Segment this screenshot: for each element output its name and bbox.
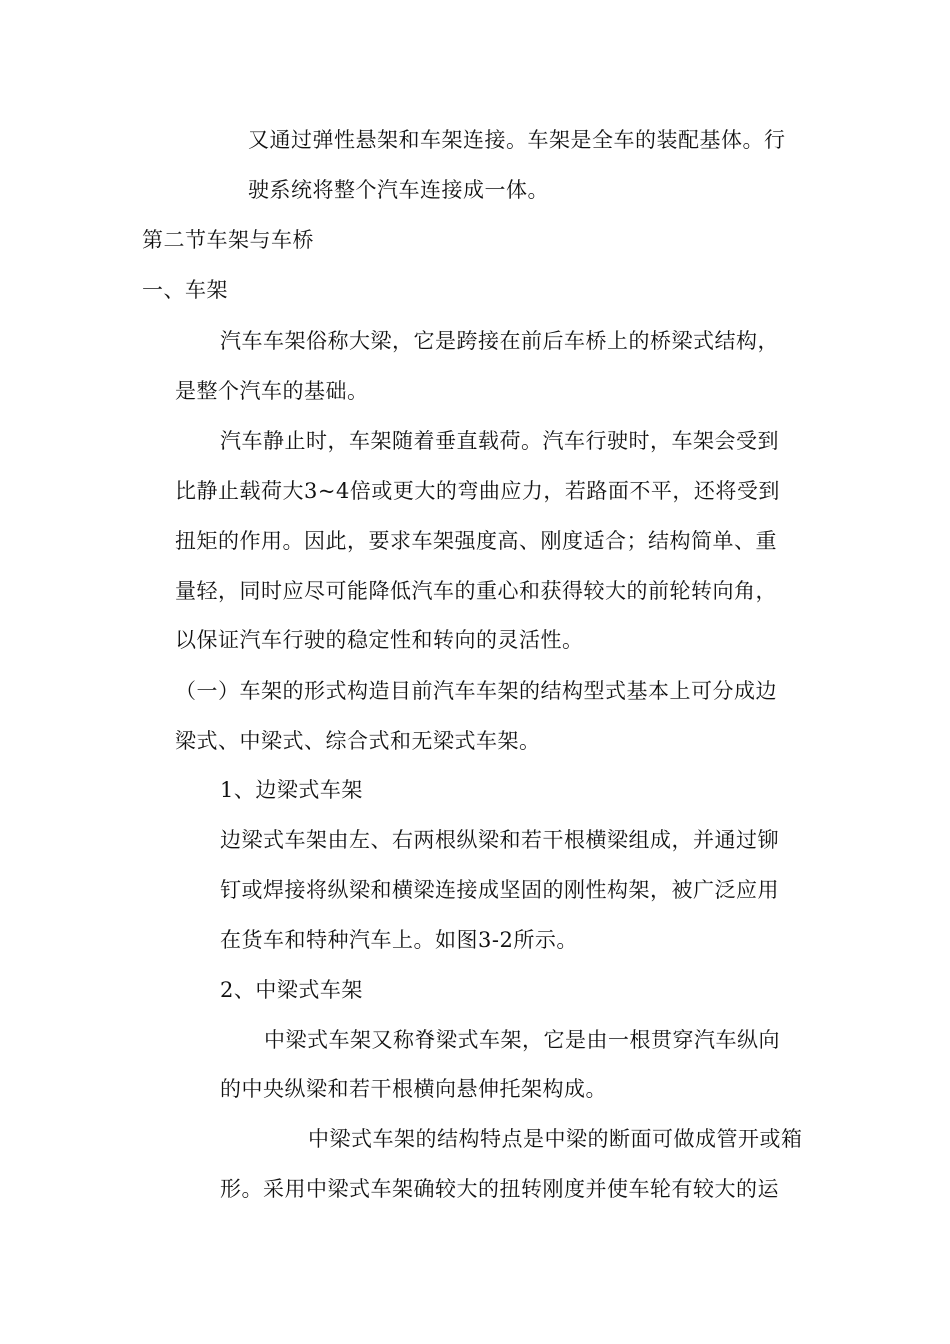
text-line: 量轻，同时应尽可能降低汽车的重心和获得较大的前轮转向角， [175, 579, 777, 603]
text-line: 是整个汽车的基础。 [175, 379, 369, 403]
text-line: 又通过弹性悬架和车架连接。车架是全车的装配基体。行 [248, 128, 786, 152]
text-line: 比静止载荷大3~4倍或更大的弯曲应力，若路面不平，还将受到 [175, 479, 780, 503]
text-line: 以保证汽车行驶的稳定性和转向的灵活性。 [175, 628, 584, 652]
text-line: 钉或焊接将纵梁和横梁连接成坚固的刚性构架，被广泛应用 [220, 878, 779, 902]
text-line: 中梁式车架的结构特点是中梁的断面可做成管开或箱 [308, 1127, 803, 1151]
text-line: 形。采用中梁式车架确较大的扭转刚度并使车轮有较大的运 [220, 1177, 779, 1201]
text-line: 扭矩的作用。因此，要求车架强度高、刚度适合；结构简单、重 [175, 529, 777, 553]
text-line: 的中央纵梁和若干根横向悬伸托架构成。 [220, 1077, 607, 1101]
item-heading: 1、边梁式车架 [220, 778, 363, 802]
text-line: 中梁式车架又称脊梁式车架，它是由一根贯穿汽车纵向 [264, 1028, 780, 1052]
text-line: 梁式、中梁式、综合式和无梁式车架。 [175, 729, 541, 753]
text-line: 驶系统将整个汽车连接成一体。 [248, 178, 549, 202]
text-line: 边梁式车架由左、右两根纵梁和若干根横梁组成，并通过铆 [220, 828, 779, 852]
item-heading: 2、中梁式车架 [220, 978, 363, 1002]
subsection-heading: 一、车架 [142, 278, 228, 302]
text-line: 在货车和特种汽车上。如图3-2所示。 [220, 928, 578, 952]
text-line: （一）车架的形式构造目前汽车车架的结构型式基本上可分成边 [175, 679, 777, 703]
section-heading: 第二节车架与车桥 [142, 228, 314, 252]
text-line: 汽车静止时，车架随着垂直载荷。汽车行驶时，车架会受到 [220, 429, 779, 453]
text-line: 汽车车架俗称大梁，它是跨接在前后车桥上的桥梁式结构， [220, 329, 779, 353]
